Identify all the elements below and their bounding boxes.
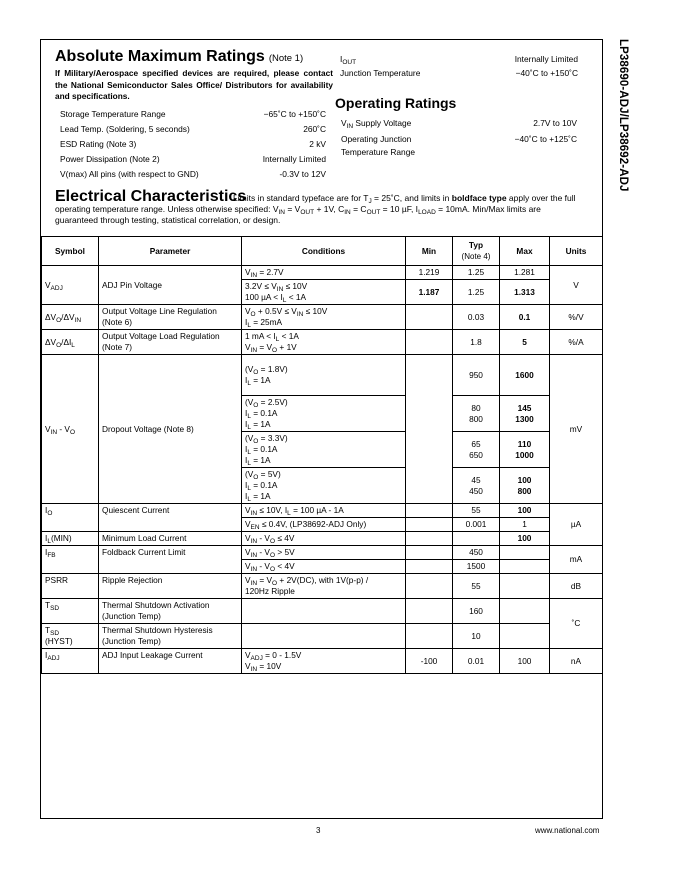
amr-right-list: [340, 52, 578, 80]
min-cell: -100: [406, 649, 453, 674]
amr-row: ESD Rating (Note 3) 2 kV: [60, 139, 326, 149]
ec-description: Limits in standard typeface are for $T_J$ = 25˚C, and limits in boldface type apply over the full operating temperature range. Unless otherwise specified: $V_{IN} = V_{OUT} + 1V$, $C_{IN} = C_{OUT} = 10$ µF, $I_{LOAD} = 10mA$. Min/Max limits are guaranteed through testing, statistical correlation, or design.: [55, 193, 576, 225]
parameter-cell: Ripple Rejection: [99, 574, 242, 599]
amr-row: Power Dissipation (Note 2) Internally Limited: [60, 154, 326, 164]
typ-cell: 45 450: [453, 468, 500, 504]
amr-row: Junction Temperature −40˚C to +150˚C: [340, 68, 578, 78]
or-row: Operating Junction −40˚C to +125˚C: [341, 134, 577, 144]
condition-cell: $V_O + 0.5V \le V_{IN} \le 10V$ $I_L = 25mA$: [242, 305, 406, 330]
units-cell: %/A: [550, 330, 603, 355]
min-cell: 1.219: [406, 266, 453, 280]
max-cell: [500, 624, 550, 649]
symbol-cell: $V_{IN} - V_O$: [42, 355, 99, 504]
condition-cell: $V_{IN} - V_O > 5V$: [242, 546, 406, 560]
table-row: [42, 574, 603, 599]
condition-cell: $V_{ADJ} = 0 - 1.5V$ $V_{IN} = 10V$: [242, 649, 406, 674]
header-typ: Typ (Note 4): [453, 237, 500, 266]
max-cell: 100: [500, 532, 550, 546]
max-cell: 0.1: [500, 305, 550, 330]
page-number: 3: [316, 826, 321, 835]
symbol-cell: $T_{SD}$ (HYST): [42, 624, 99, 649]
amr-title: Absolute Maximum Ratings (Note 1): [55, 48, 304, 65]
or-row: $V_{IN}$ Supply Voltage 2.7V to 10V: [341, 118, 577, 130]
min-cell: [406, 504, 453, 518]
typ-cell: 950: [453, 355, 500, 396]
amr-row: Storage Temperature Range −65˚C to +150˚C: [60, 109, 326, 119]
amr-warning: If Military/Aerospace specified devices are required, please contact the National Semiconductor Sales Office/ Distributors for availability and specifications.: [55, 68, 333, 101]
typ-cell: 1.25: [453, 280, 500, 305]
table-row: [42, 504, 603, 518]
header-max: Max: [500, 237, 550, 266]
units-cell: V: [550, 266, 603, 305]
max-cell: 100: [500, 504, 550, 518]
amr-list: [60, 107, 326, 182]
parameter-cell: Foldback Current Limit: [99, 546, 242, 574]
typ-cell: 65 650: [453, 432, 500, 468]
condition-cell: $V_{IN} \le 10V$, $I_L = 100$ µA - 1A: [242, 504, 406, 518]
min-cell: 1.187: [406, 280, 453, 305]
symbol-cell: $T_{SD}$: [42, 599, 99, 624]
typ-cell: 160: [453, 599, 500, 624]
typ-cell: 0.01: [453, 649, 500, 674]
amr-row: Lead Temp. (Soldering, 5 seconds) 260˚C: [60, 124, 326, 134]
condition-cell: [242, 624, 406, 649]
header-units: Units: [550, 237, 603, 266]
units-cell: nA: [550, 649, 603, 674]
parameter-cell: Thermal Shutdown Hysteresis (Junction Temp): [99, 624, 242, 649]
min-cell: [406, 532, 453, 546]
units-cell: µA: [550, 504, 603, 546]
parameter-cell: ADJ Pin Voltage: [99, 266, 242, 305]
amr-row: $I_{OUT}$ Internally Limited: [340, 54, 578, 66]
typ-cell: 1500: [453, 560, 500, 574]
typ-cell: 0.001: [453, 518, 500, 532]
units-cell: dB: [550, 574, 603, 599]
max-cell: 110 1000: [500, 432, 550, 468]
or-row: Temperature Range: [341, 147, 416, 157]
min-cell: [406, 574, 453, 599]
symbol-cell: $I_{ADJ}$: [42, 649, 99, 674]
units-cell: mV: [550, 355, 603, 504]
table-row: [42, 266, 603, 280]
condition-cell: 1 mA < $I_L < 1A$ $V_{IN} = V_O + 1V$: [242, 330, 406, 355]
ec-title: Electrical Characteristics: [55, 188, 247, 205]
max-cell: 1.313: [500, 280, 550, 305]
condition-cell: $V_{EN} \le 0.4V$, (LP38692-ADJ Only): [242, 518, 406, 532]
condition-cell: $V_{IN} = 2.7V$: [242, 266, 406, 280]
symbol-cell: $I_{FB}$: [42, 546, 99, 574]
parameter-cell: Output Voltage Load Regulation (Note 7): [99, 330, 242, 355]
table-row: [42, 305, 603, 330]
min-cell: [406, 355, 453, 504]
units-cell: %/V: [550, 305, 603, 330]
typ-cell: 80 800: [453, 396, 500, 432]
condition-cell: $3.2V \le V_{IN} \le 10V$ 100 $\mu A < I_L < 1A$: [242, 280, 406, 305]
max-cell: [500, 599, 550, 624]
electrical-characteristics-table: [41, 236, 603, 674]
symbol-cell: $I_L(MIN)$: [42, 532, 99, 546]
table-row: [42, 599, 603, 624]
typ-cell: [453, 532, 500, 546]
parameter-cell: Dropout Voltage (Note 8): [99, 355, 242, 504]
parameter-cell: Quiescent Current: [99, 504, 242, 532]
or-title: Operating Ratings: [335, 95, 457, 111]
symbol-cell: $\Delta V_O/\Delta V_{IN}$: [42, 305, 99, 330]
typ-cell: 1.25: [453, 266, 500, 280]
max-cell: [500, 546, 550, 560]
header-symbol: Symbol: [42, 237, 99, 266]
condition-cell: [242, 599, 406, 624]
parameter-cell: Minimum Load Current: [99, 532, 242, 546]
typ-cell: 10: [453, 624, 500, 649]
table-row: [42, 624, 603, 649]
typ-cell: 55: [453, 574, 500, 599]
parameter-cell: Output Voltage Line Regulation (Note 6): [99, 305, 242, 330]
min-cell: [406, 518, 453, 532]
amr-row: V(max) All pins (with respect to GND) -0.3V to 12V: [60, 169, 326, 179]
max-cell: 145 1300: [500, 396, 550, 432]
max-cell: [500, 574, 550, 599]
symbol-cell: $\Delta V_O/\Delta I_L$: [42, 330, 99, 355]
condition-cell: $V_{IN} - V_O \le 4V$: [242, 532, 406, 546]
max-cell: 100: [500, 649, 550, 674]
condition-cell: $(V_O = 2.5V)$ $I_L = 0.1A$ $I_L = 1A$: [242, 396, 406, 432]
max-cell: 1600: [500, 355, 550, 396]
min-cell: [406, 624, 453, 649]
typ-cell: 1.8: [453, 330, 500, 355]
header-parameter: Parameter: [99, 237, 242, 266]
table-row: [42, 546, 603, 560]
min-cell: [406, 330, 453, 355]
symbol-cell: PSRR: [42, 574, 99, 599]
table-row: [42, 649, 603, 674]
symbol-cell: $V_{ADJ}$: [42, 266, 99, 305]
max-cell: 1.281: [500, 266, 550, 280]
header-conditions: Conditions: [242, 237, 406, 266]
side-title: LP38690-ADJ/LP38692-ADJ: [617, 39, 629, 192]
symbol-cell: $I_O$: [42, 504, 99, 532]
condition-cell: $(V_O = 3.3V)$ $I_L = 0.1A$ $I_L = 1A$: [242, 432, 406, 468]
typ-cell: 450: [453, 546, 500, 560]
table-header-row: [42, 237, 603, 266]
min-cell: [406, 546, 453, 560]
condition-cell: $V_{IN} - V_O < 4V$: [242, 560, 406, 574]
units-cell: mA: [550, 546, 603, 574]
condition-cell: $(V_O = 1.8V)$ $I_L = 1A$: [242, 355, 406, 396]
min-cell: [406, 599, 453, 624]
max-cell: 100 800: [500, 468, 550, 504]
max-cell: [500, 560, 550, 574]
typ-cell: 55: [453, 504, 500, 518]
max-cell: 5: [500, 330, 550, 355]
parameter-cell: Thermal Shutdown Activation (Junction Temp): [99, 599, 242, 624]
typ-cell: 0.03: [453, 305, 500, 330]
table-row: [42, 355, 603, 396]
footer-url: www.national.com: [535, 826, 600, 835]
header-min: Min: [406, 237, 453, 266]
amr-note: (Note 1): [268, 53, 304, 64]
table-row: [42, 330, 603, 355]
parameter-cell: ADJ Input Leakage Current: [99, 649, 242, 674]
min-cell: [406, 305, 453, 330]
or-list: [341, 117, 577, 159]
min-cell: [406, 560, 453, 574]
units-cell: ˚C: [550, 599, 603, 649]
table-row: [42, 532, 603, 546]
condition-cell: $(V_O = 5V)$ $I_L = 0.1A$ $I_L = 1A$: [242, 468, 406, 504]
max-cell: 1: [500, 518, 550, 532]
condition-cell: $V_{IN} = V_O + 2V(DC)$, with 1V(p-p) / 120Hz Ripple: [242, 574, 406, 599]
